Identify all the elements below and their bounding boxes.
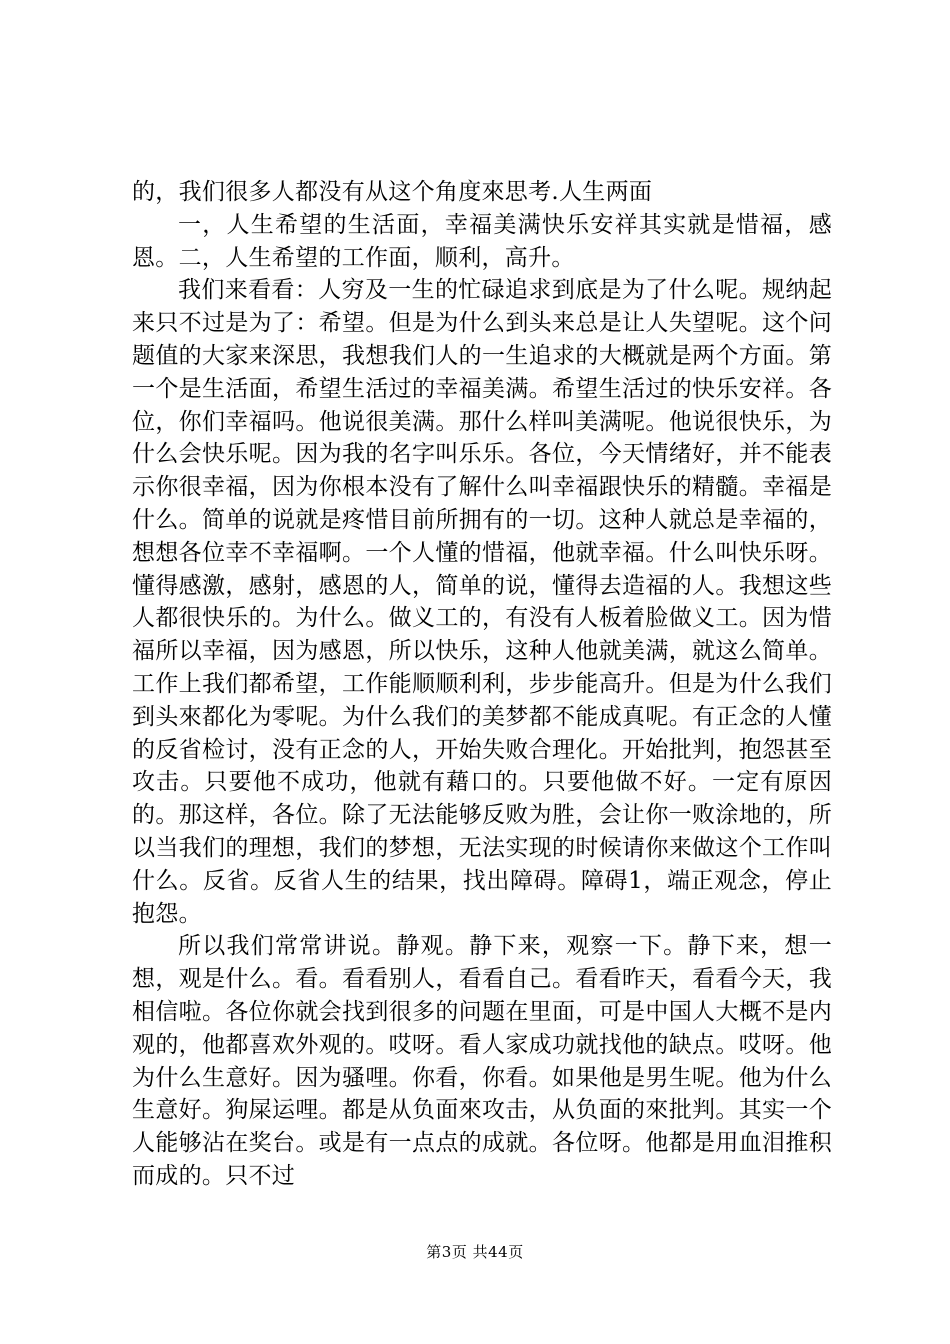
paragraph-two-aspects: 一，人生希望的生活面，幸福美满快乐安祥其实就是惜福，感恩。二，人生希望的工作面，顺利，高升。 bbox=[132, 211, 832, 271]
paragraph-life-pursuit: 我们来看看：人穷及一生的忙碌追求到底是为了什么呢。规纳起来只不过是为了：希望。但是为什么到头来总是让人失望呢。这个问题值的大家来深思，我想我们人的一生追求的大概就是两个方面。第一个是生活面，希望生活过的幸福美满。希望生活过的快乐安祥。各位，你们幸福吗。他说很美满。那什么样叫美满呢。他说很快乐，为什么会快乐呢。因为我的名字叫乐乐。各位，今天情绪好，并不能表示你很幸福，因为你根本没有了解什么叫幸福跟快乐的精髓。幸福是什么。简单的说就是疼惜目前所拥有的一切。这种人就总是幸福的，想想各位幸不幸福啊。一个人懂的惜福，他就幸福。什么叫快乐呀。懂得感激，感射，感恩的人，简单的说，懂得去造福的人。我想这些人都很快乐的。为什么。做义工的，有没有人板着脸做义工。因为惜福所以幸福，因为感恩，所以快乐，这种人他就美满，就这么简单。工作上我们都希望，工作能顺顺利利，步步能高升。但是为什么我们到头來都化为零呢。为什么我们的美梦都不能成真呢。有正念的人懂的反省检讨，没有正念的人，开始失败合理化。开始批判，抱怨甚至攻击。只要他不成功，他就有藉口的。只要他做不好。一定有原因的。那这样，各位。除了无法能够反败为胜，会让你一败涂地的，所以当我们的理想，我们的梦想，无法实现的时候请你来做这个工作叫什么。反省。反省人生的结果，找出障碍。障碍1，端正观念，停止抱怨。 bbox=[132, 277, 832, 927]
paragraph-introspection: 所以我们常常讲说。静观。静下来，观察一下。静下来，想一想，观是什么。看。看看别人，看看自己。看看昨天，看看今天，我相信啦。各位你就会找到很多的问题在里面，可是中国人大概不是内观的，他都喜欢外观的。哎呀。看人家成功就找他的缺点。哎呀。他为什么生意好。因为骚哩。你看，你看。如果他是男生呢。他为什么生意好。狗屎运哩。都是从负面來攻击，从负面的來批判。其实一个人能够沾在奖台。或是有一点点的成就。各位呀。他都是用血泪推积而成的。只不过 bbox=[132, 933, 832, 1189]
document-body bbox=[132, 176, 832, 1193]
page-number-footer: 第3页 共44页 bbox=[426, 1243, 524, 1261]
paragraph-continuation: 的，我们很多人都没有从这个角度來思考.人生两面 bbox=[132, 179, 653, 205]
